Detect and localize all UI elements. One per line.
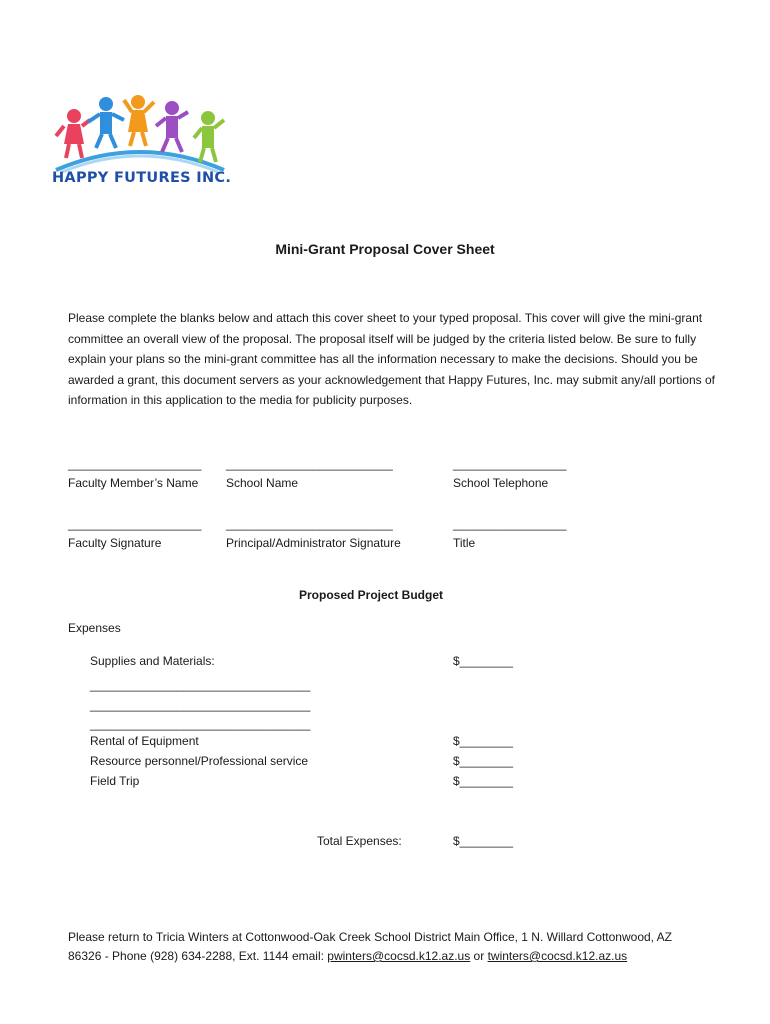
personnel-label: Resource personnel/Professional service: [90, 754, 309, 768]
faculty-signature-line[interactable]: ____________________: [68, 517, 202, 531]
email-link-twinters[interactable]: twinters@cocsd.k12.az.us: [487, 949, 628, 963]
rental-amount[interactable]: $________: [453, 734, 514, 748]
email-link-pwinters[interactable]: pwinters@cocsd.k12.az.us: [327, 949, 471, 963]
page-title: Mini-Grant Proposal Cover Sheet: [275, 241, 495, 257]
title-line[interactable]: _________________: [453, 517, 567, 531]
logo-kid-blue: [88, 97, 124, 148]
supplies-label: Supplies and Materials:: [90, 654, 215, 668]
faculty-signature-label: Faculty Signature: [68, 536, 162, 550]
field-trip-label: Field Trip: [90, 774, 140, 788]
return-instructions: [68, 928, 728, 966]
principal-signature-label: Principal/Administrator Signature: [226, 536, 401, 550]
expenses-label: Expenses: [68, 621, 121, 635]
school-name-label: School Name: [226, 476, 299, 490]
faculty-name-line[interactable]: ____________________: [68, 457, 202, 471]
intro-paragraph: [68, 308, 728, 411]
intro-text: Please complete the blanks below and attach this cover sheet to your typed proposal. This cover will give the mini-grant committee an overall view of the proposal. The proposal itself will be judged by the criteria listed below. Be sure to fully explain your plans so the mini-grant committee has all the information necessary to make the decisions. Should you be awarded a grant, this document servers as your acknowledgement that Happy Futures, Inc. may submit any/all portions of information in this application to the media for publicity purposes.: [68, 311, 715, 407]
school-name-line[interactable]: _________________________: [226, 457, 393, 471]
budget-title: Proposed Project Budget: [298, 588, 444, 602]
rental-label: Rental of Equipment: [90, 734, 199, 748]
personnel-amount[interactable]: $________: [453, 754, 514, 768]
principal-signature-line[interactable]: _________________________: [226, 517, 393, 531]
logo-kid-red: [56, 109, 90, 158]
supplies-amount[interactable]: $________: [453, 654, 514, 668]
faculty-name-label: Faculty Member’s Name: [68, 476, 199, 490]
field-trip-amount[interactable]: $________: [453, 774, 514, 788]
supply-line-3[interactable]: _________________________________: [90, 717, 311, 731]
footer-text-2: 86326 - Phone (928) 634-2288, Ext. 1144 email:: [68, 949, 328, 963]
telephone-label: School Telephone: [453, 476, 549, 490]
footer-or: or: [470, 949, 488, 963]
logo-kid-purple: [156, 101, 188, 152]
telephone-line[interactable]: _________________: [453, 457, 567, 471]
logo-kid-green: [194, 111, 224, 162]
logo-kid-orange: [124, 95, 154, 146]
total-expenses-amount[interactable]: $________: [453, 834, 514, 848]
supply-line-2[interactable]: _________________________________: [90, 698, 311, 712]
logo-text: HAPPY FUTURES INC.: [52, 170, 232, 186]
supply-line-1[interactable]: _________________________________: [90, 678, 311, 692]
title-label: Title: [453, 536, 476, 550]
footer-text-1: Please return to Tricia Winters at Cottonwood-Oak Creek School District Main Office, 1 N. Willard Cottonwood, AZ: [68, 930, 673, 944]
total-expenses-label: Total Expenses:: [317, 834, 402, 848]
